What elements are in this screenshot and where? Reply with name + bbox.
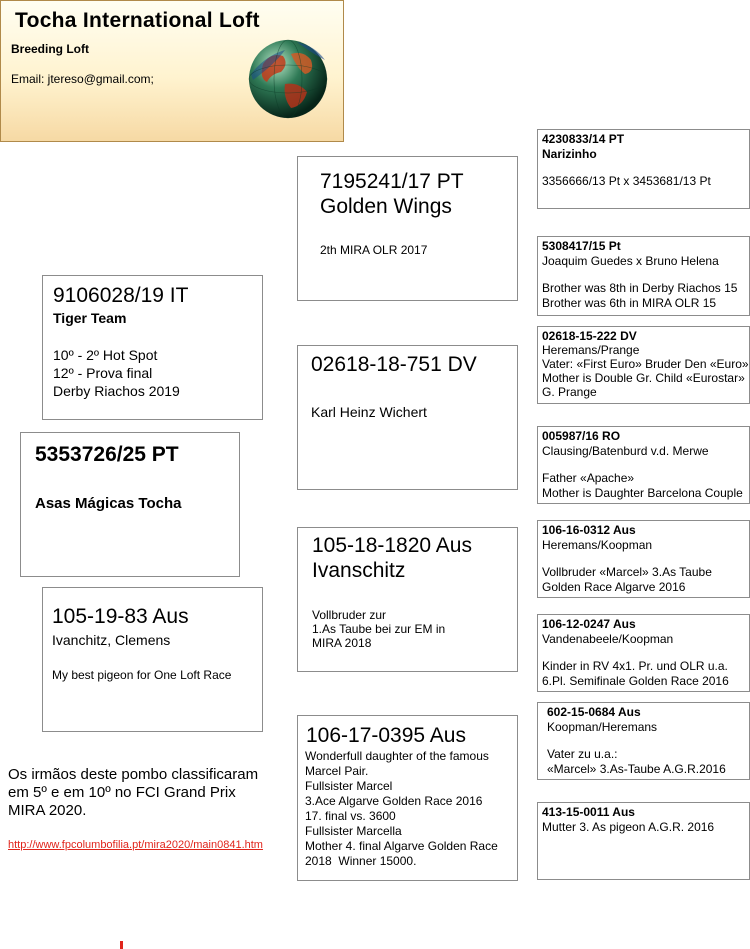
dam-dam-note-line: Fullsister Marcella <box>305 824 402 838</box>
loft-email: Email: jtereso@gmail.com; <box>11 72 154 86</box>
footnote-line: em 5º e em 10º no FCI Grand Prix <box>8 784 236 801</box>
dam-dam-note <box>305 749 498 869</box>
dam-dam-note-line: 17. final vs. 3600 <box>305 809 396 823</box>
sire-dam-name: Karl Heinz Wichert <box>311 404 427 420</box>
subject-name: Asas Mágicas Tocha <box>35 495 182 512</box>
dam-sire-ring-line: 105-18-1820 Aus <box>312 534 472 557</box>
sire-sire-ring-line: 7195241/17 PT <box>320 170 464 193</box>
sire-sire-note: 2th MIRA OLR 2017 <box>320 243 428 257</box>
dam-sire-note-line: Vollbruder zur <box>312 608 387 622</box>
ancestor-ring: 4230833/14 PT <box>542 132 625 146</box>
ancestor-ring: 602-15-0684 Aus <box>547 705 641 719</box>
ancestor-name: Narizinho <box>542 147 597 161</box>
ancestor-card-5 <box>537 520 750 598</box>
sire-card <box>42 275 263 420</box>
sire-ring: 9106028/19 IT <box>53 284 189 307</box>
loft-subtitle: Breeding Loft <box>11 42 89 56</box>
sire-sire-card <box>297 156 518 301</box>
ancestor-note-line: Vater: «First Euro» Bruder Den «Euro» <box>542 357 749 371</box>
ancestor-card-4 <box>537 426 750 504</box>
dam-dam-note-line: Mother 4. final Algarve Golden Race <box>305 839 498 853</box>
ancestor-name: Heremans/Prange <box>542 343 640 357</box>
loft-title: Tocha International Loft <box>15 9 260 32</box>
dam-dam-note-line: Marcel Pair. <box>305 764 369 778</box>
ancestor-ring: 106-12-0247 Aus <box>542 617 636 631</box>
ancestor-note-line: Brother was 6th in MIRA OLR 15 <box>542 296 717 310</box>
ancestor-name: Mutter 3. As pigeon A.G.R. 2016 <box>542 820 715 834</box>
dam-dam-note-line: 3.Ace Algarve Golden Race 2016 <box>305 794 483 808</box>
dam-sire-note-line: MIRA 2018 <box>312 636 372 650</box>
dam-note: My best pigeon for One Loft Race <box>52 668 232 682</box>
dam-dam-note-line: Fullsister Marcel <box>305 779 393 793</box>
dam-dam-note-line: Wonderfull daughter of the famous <box>305 749 489 763</box>
dam-ring: 105-19-83 Aus <box>52 605 189 628</box>
footnote-line: Os irmãos deste pombo classificaram <box>8 766 259 783</box>
sire-sire-ring <box>320 169 464 219</box>
ancestor-note-line: 3356666/13 Pt x 3453681/13 Pt <box>542 174 711 188</box>
sire-dam-card <box>297 345 518 490</box>
sire-sire-name: Golden Wings <box>320 195 452 218</box>
sire-result-line: 12º - Prova final <box>53 365 153 381</box>
sire-name: Tiger Team <box>53 310 127 326</box>
results-link[interactable]: http://www.fpcolumbofilia.pt/mira2020/main0841.htm <box>8 839 263 851</box>
globe-icon <box>245 34 331 120</box>
ancestor-card-1 <box>537 129 750 209</box>
dam-sire-ring <box>312 533 472 583</box>
ancestor-ring: 5308417/15 Pt <box>542 239 621 253</box>
ancestor-note-line: Kinder in RV 4x1. Pr. und OLR u.a. <box>542 659 728 673</box>
ancestor-ring: 005987/16 RO <box>542 429 621 443</box>
sire-results <box>53 346 180 400</box>
ancestor-name: Clausing/Batenburd v.d. Merwe <box>542 444 709 458</box>
ancestor-note-line: Golden Race Algarve 2016 <box>542 580 686 594</box>
sire-dam-ring: 02618-18-751 DV <box>311 353 477 376</box>
subject-card <box>20 432 240 577</box>
ancestor-ring: 413-15-0011 Aus <box>542 805 635 819</box>
sire-result-line: 10º - 2º Hot Spot <box>53 347 158 363</box>
dam-card <box>42 587 263 732</box>
ancestor-name: Vandenabeele/Koopman <box>542 632 674 646</box>
ancestor-note-line: Vater zu u.a.: <box>547 747 618 761</box>
sibling-results-note <box>8 766 258 820</box>
dam-dam-note-line: 2018 Winner 15000. <box>305 854 417 868</box>
ancestor-name: Heremans/Koopman <box>542 538 653 552</box>
ancestor-card-7 <box>537 702 750 780</box>
subject-ring: 5353726/25 PT <box>35 443 179 466</box>
ancestor-name: Koopman/Heremans <box>547 720 658 734</box>
ancestor-card-8 <box>537 802 750 880</box>
ancestor-note-line: Mother is Daughter Barcelona Couple <box>542 486 743 500</box>
ancestor-note-line: G. Prange <box>542 385 597 399</box>
ancestor-note-line: Brother was 8th in Derby Riachos 15 <box>542 281 738 295</box>
ancestor-ring: 02618-15-222 DV <box>542 329 637 343</box>
dam-sire-note <box>312 608 445 650</box>
dam-name: Ivanchitz, Clemens <box>52 632 171 648</box>
ancestor-card-3 <box>537 326 750 404</box>
ancestor-card-6 <box>537 614 750 692</box>
dam-dam-ring: 106-17-0395 Aus <box>306 724 466 747</box>
ancestor-ring: 106-16-0312 Aus <box>542 523 636 537</box>
ancestor-note-line: 6.Pl. Semifinale Golden Race 2016 <box>542 674 729 688</box>
red-mark <box>120 941 123 949</box>
ancestor-note-line: Mother is Double Gr. Child «Eurostar» <box>542 371 745 385</box>
ancestor-card-2 <box>537 236 750 316</box>
dam-sire-name: Ivanschitz <box>312 559 406 582</box>
sire-result-line: Derby Riachos 2019 <box>53 383 180 399</box>
loft-header <box>0 0 344 142</box>
ancestor-note-line: Father «Apache» <box>542 471 635 485</box>
footnote-line: MIRA 2020. <box>8 802 87 819</box>
dam-sire-card <box>297 527 518 672</box>
ancestor-note-line: Vollbruder «Marcel» 3.As Taube <box>542 565 712 579</box>
dam-dam-card <box>297 715 518 881</box>
dam-sire-note-line: 1.As Taube bei zur EM in <box>312 622 446 636</box>
ancestor-note-line: «Marcel» 3.As-Taube A.G.R.2016 <box>547 762 726 776</box>
ancestor-name: Joaquim Guedes x Bruno Helena <box>542 254 719 268</box>
